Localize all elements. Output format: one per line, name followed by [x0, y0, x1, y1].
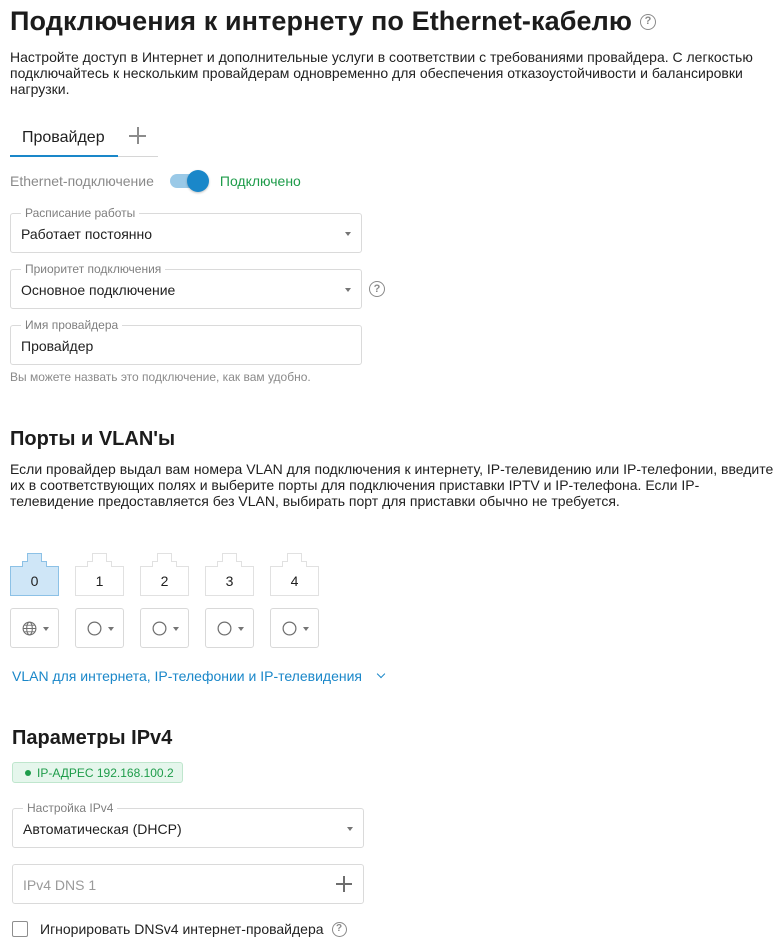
provider-name-hint: Вы можете назвать это подключение, как вам удобно. — [10, 370, 311, 384]
caret-down-icon — [108, 627, 114, 631]
ipv4-dns-input[interactable] — [12, 864, 364, 904]
ip-address-badge — [12, 762, 183, 783]
provider-name-label: Имя провайдера — [21, 318, 122, 332]
vlan-settings-link[interactable] — [12, 668, 384, 684]
port-number: 0 — [30, 573, 39, 589]
schedule-value: Работает постоянно — [21, 226, 153, 242]
caret-down-icon — [347, 827, 353, 831]
port-number: 3 — [225, 573, 234, 589]
caret-down-icon — [173, 627, 179, 631]
schedule-select[interactable] — [10, 206, 362, 253]
ipv4-setting-value: Автоматическая (DHCP) — [23, 821, 182, 837]
connection-toggle-row — [10, 171, 301, 191]
port-4[interactable] — [270, 553, 319, 596]
vlan-link-label: VLAN для интернета, IP-телефонии и IP-телевидения — [12, 668, 362, 684]
page-description-line: нагрузки. — [10, 81, 70, 97]
ports-section-title: Порты и VLAN'ы — [10, 428, 176, 450]
ignore-dns-row — [12, 919, 347, 939]
caret-down-icon — [345, 232, 351, 236]
toggle-knob — [187, 170, 209, 192]
connection-toggle[interactable] — [170, 171, 208, 191]
dns-placeholder: IPv4 DNS 1 — [23, 877, 97, 893]
add-dns-plus-icon[interactable] — [336, 876, 352, 892]
ports-description-line: телевидение предоставляется без VLAN, выбирать порт для приставки обычно не требуется. — [10, 493, 620, 509]
provider-name-value: Провайдер — [21, 338, 94, 354]
circle-icon — [217, 621, 232, 636]
page-description — [10, 49, 753, 97]
page-description-line: подключайтесь к нескольким провайдерам одновременно для обеспечения отказоустойчивости и балансировки — [10, 65, 743, 81]
globe-icon — [22, 621, 37, 636]
port-number: 2 — [160, 573, 169, 589]
port-number: 4 — [290, 573, 299, 589]
ipv4-setting-label: Настройка IPv4 — [23, 801, 117, 815]
help-icon[interactable]: ? — [640, 14, 656, 30]
circle-icon — [87, 621, 102, 636]
schedule-label: Расписание работы — [21, 206, 139, 220]
port-3-mode-select[interactable] — [205, 608, 254, 648]
ports-description — [10, 461, 773, 509]
add-tab-plus-icon[interactable] — [128, 126, 148, 146]
port-1[interactable] — [75, 553, 124, 596]
port-2[interactable] — [140, 553, 189, 596]
ignore-dns-checkbox[interactable] — [12, 921, 28, 937]
priority-help-icon[interactable]: ? — [369, 281, 385, 297]
connection-status: Подключено — [219, 173, 301, 189]
caret-down-icon — [238, 627, 244, 631]
page-title — [10, 6, 656, 37]
priority-label: Приоритет подключения — [21, 262, 165, 276]
caret-down-icon — [43, 627, 49, 631]
caret-down-icon — [345, 288, 351, 292]
provider-name-input[interactable] — [10, 318, 362, 365]
chevron-down-icon — [377, 670, 385, 678]
status-dot-icon — [25, 770, 31, 776]
ports-description-line: Если провайдер выдал вам номера VLAN для подключения к интернету, IP-телевидению или IP-телефонии, введите — [10, 461, 774, 477]
ipv4-setting-select[interactable] — [12, 801, 364, 848]
port-number: 1 — [95, 573, 104, 589]
priority-select[interactable] — [10, 262, 362, 309]
port-1-mode-select[interactable] — [75, 608, 124, 648]
caret-down-icon — [303, 627, 309, 631]
ports-description-line: их в соответствующих полях и выберите порты для подключения приставки IPTV и IP-телефона. Если IP- — [10, 477, 700, 493]
port-2-mode-select[interactable] — [140, 608, 189, 648]
port-4-mode-select[interactable] — [270, 608, 319, 648]
provider-tabs — [10, 122, 158, 157]
ignore-dns-label: Игнорировать DNSv4 интернет-провайдера — [40, 921, 324, 937]
connection-label: Ethernet-подключение — [10, 173, 154, 189]
port-0[interactable] — [10, 553, 59, 596]
ip-address-text: IP-АДРЕС 192.168.100.2 — [37, 765, 174, 780]
priority-value: Основное подключение — [21, 282, 176, 298]
ipv4-section-title: Параметры IPv4 — [12, 727, 173, 749]
circle-icon — [152, 621, 167, 636]
port-3[interactable] — [205, 553, 254, 596]
tab-provider[interactable]: Провайдер — [10, 122, 118, 157]
page-description-line: Настройте доступ в Интернет и дополнительные услуги в соответствии с требованиями провайдера. С легкостью — [10, 49, 753, 65]
page-title-text: Подключения к интернету по Ethernet-кабелю — [10, 6, 633, 36]
ignore-dns-help-icon[interactable]: ? — [332, 922, 347, 937]
port-0-mode-select[interactable] — [10, 608, 59, 648]
circle-icon — [282, 621, 297, 636]
